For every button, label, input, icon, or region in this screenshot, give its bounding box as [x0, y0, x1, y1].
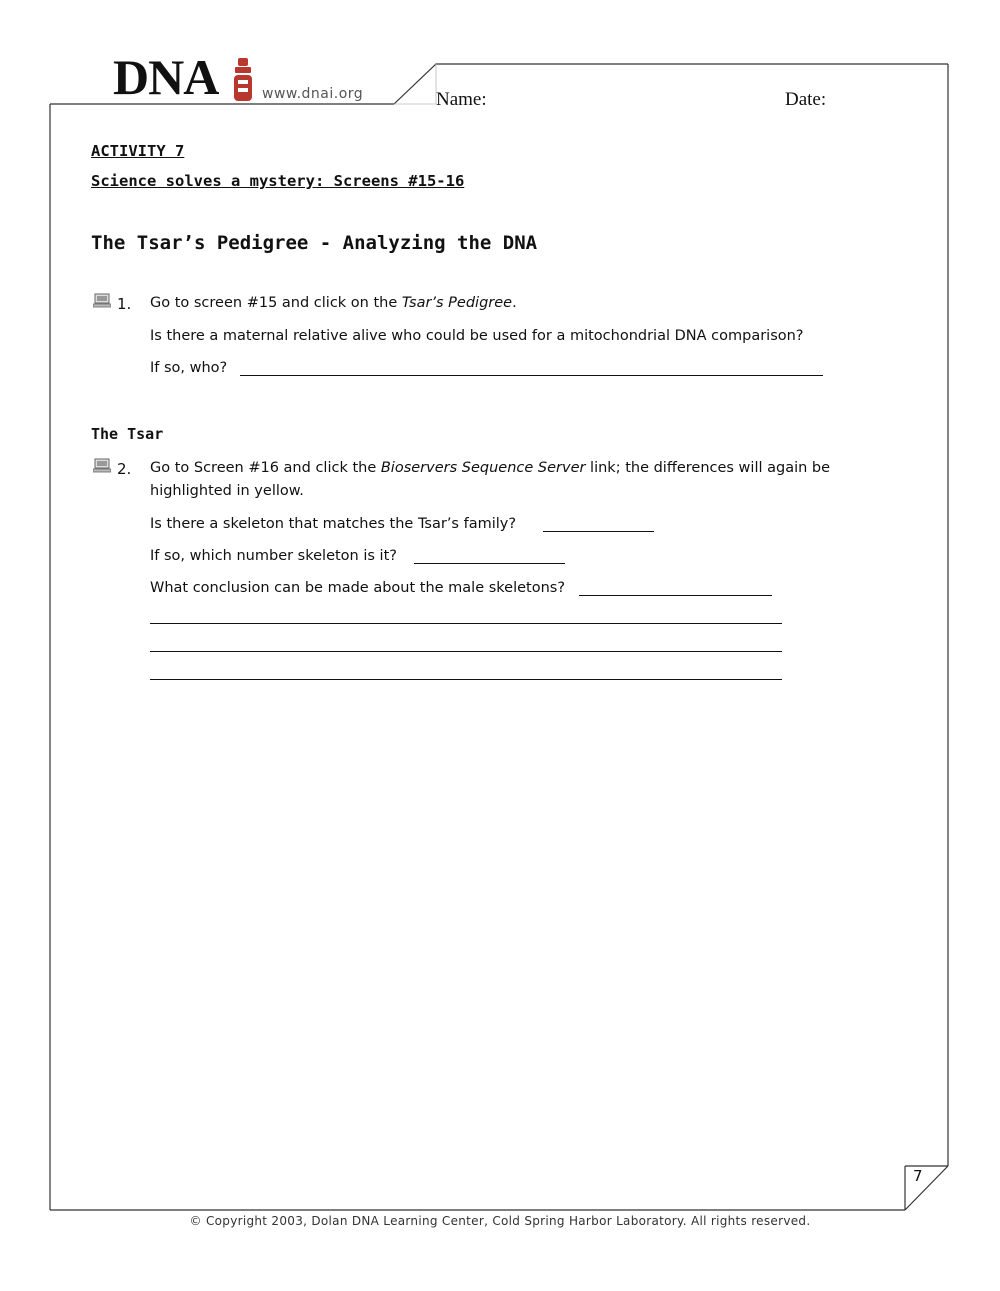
- name-label: Name:: [436, 89, 487, 110]
- dna-bottle-icon: [232, 58, 254, 102]
- logo-text: DNA: [113, 49, 219, 105]
- question-1-question: Is there a maternal relative alive who could be used for a mitochondrial DNA comparison?: [150, 328, 804, 344]
- question-2a: Is there a skeleton that matches the Tsar’s family?: [150, 516, 517, 532]
- activity-subtitle: Science solves a mystery: Screens #15-16: [91, 172, 465, 190]
- copyright-footer: © Copyright 2003, Dolan DNA Learning Center, Cold Spring Harbor Laboratory. All rights reserved.: [189, 1214, 811, 1228]
- question-2b: If so, which number skeleton is it?: [150, 548, 397, 564]
- page-number: 7: [913, 1167, 923, 1185]
- logo-url: www.dnai.org: [262, 86, 364, 102]
- question-2c: What conclusion can be made about the male skeletons?: [150, 580, 566, 596]
- answer-line[interactable]: [579, 595, 772, 596]
- question-2-text-line2: highlighted in yellow.: [150, 483, 304, 499]
- answer-line[interactable]: [150, 679, 782, 680]
- answer-line[interactable]: [240, 375, 823, 376]
- copyright-icon: ©: [189, 1214, 206, 1228]
- computer-icon: [93, 458, 111, 473]
- section-heading: The Tsar: [91, 425, 164, 443]
- answer-line[interactable]: [414, 563, 565, 564]
- question-2-number: 2.: [117, 460, 132, 478]
- answer-line[interactable]: [543, 531, 654, 532]
- date-label: Date:: [785, 89, 827, 110]
- question-1-number: 1.: [117, 295, 132, 313]
- answer-line[interactable]: [150, 651, 782, 652]
- question-1-prompt: If so, who?: [150, 360, 228, 376]
- question-2-text: Go to Screen #16 and click the Bioservers Sequence Server link; the differences will again be: [150, 460, 831, 476]
- activity-label: ACTIVITY 7: [91, 142, 185, 160]
- computer-icon: [93, 293, 111, 308]
- question-1-text: Go to screen #15 and click on the Tsar’s Pedigree.: [150, 295, 517, 311]
- answer-line[interactable]: [150, 623, 782, 624]
- page-title: The Tsar’s Pedigree - Analyzing the DNA: [91, 232, 538, 254]
